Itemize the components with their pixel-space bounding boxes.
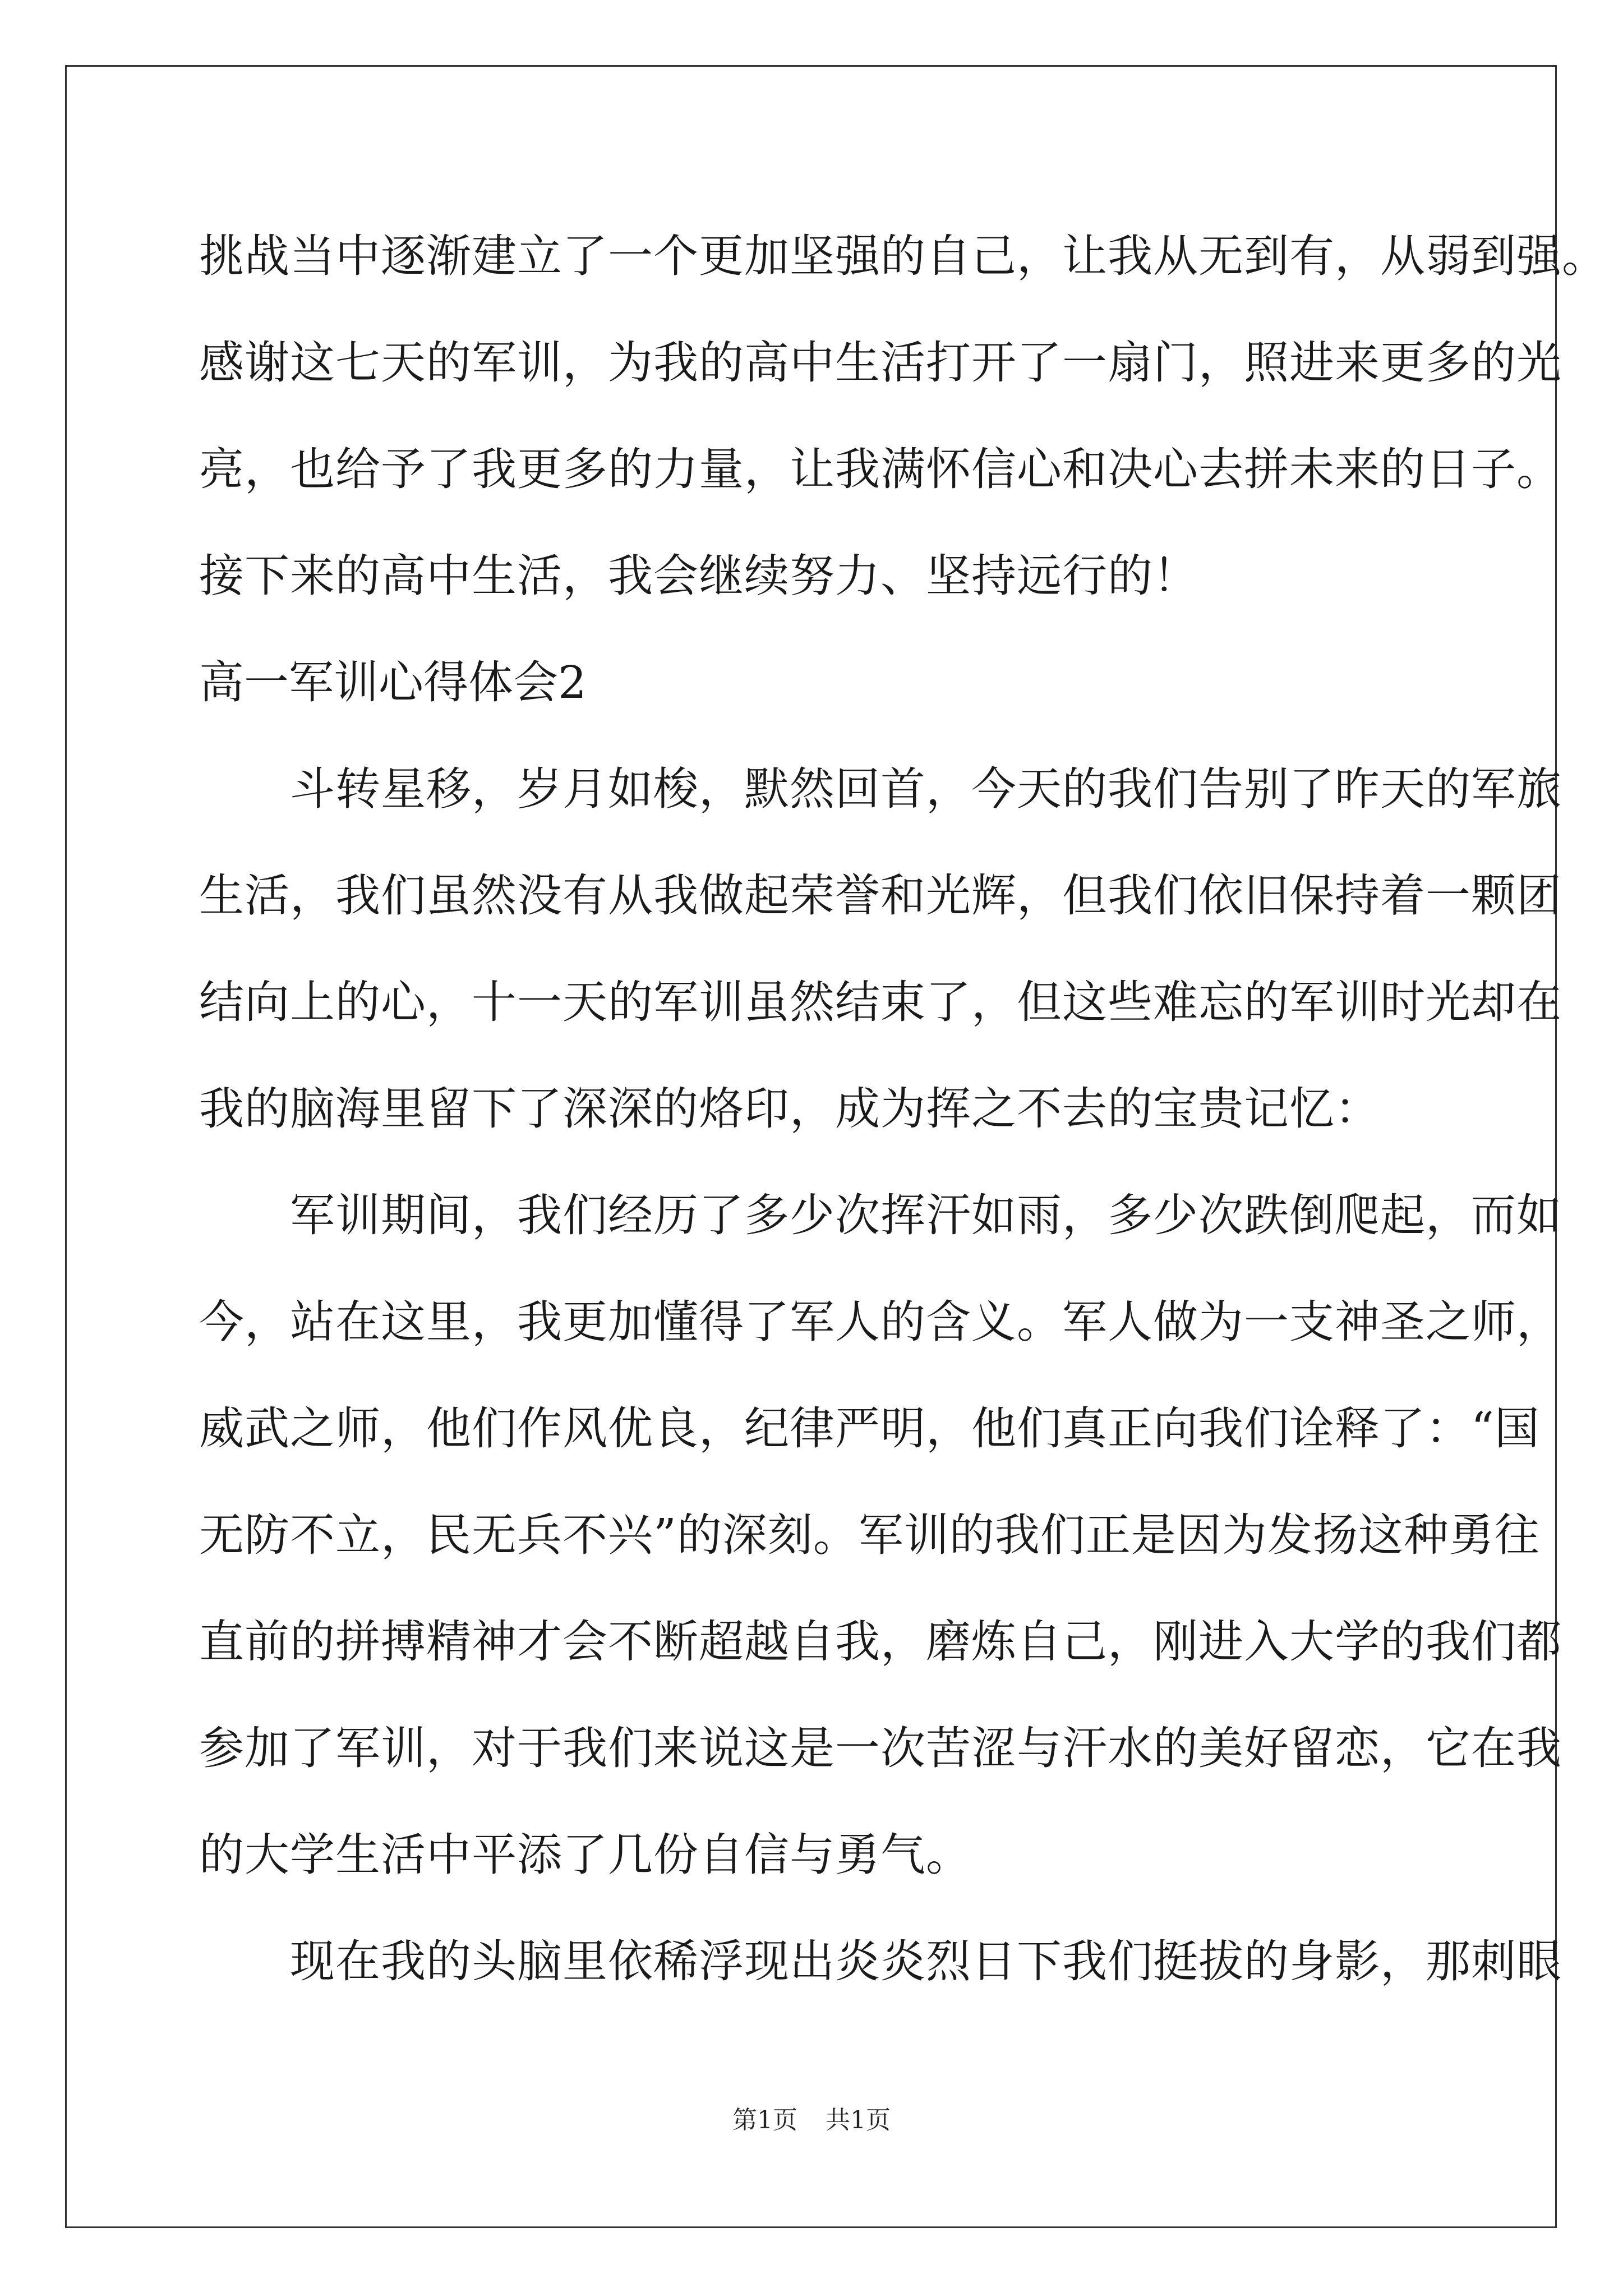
text-line: 接下来的高中生活，我会继续努力、坚持远行的！ <box>199 550 1198 602</box>
text-line: 的大学生活中平添了几份自信与勇气。 <box>199 1829 971 1881</box>
text-line: 直前的拼搏精神才会不断超越自我，磨炼自己，刚进入大学的我们都 <box>199 1616 1562 1668</box>
text-line: 结向上的心，十一天的军训虽然结束了，但这些难忘的军训时光却在 <box>199 976 1562 1028</box>
text-line: 参加了军训，对于我们来说这是一次苦涩与汗水的美好留恋，它在我 <box>199 1722 1562 1774</box>
text-line: 生活，我们虽然没有从我做起荣誉和光辉，但我们依旧保持着一颗团 <box>199 869 1562 922</box>
text-line: 亮，也给予了我更多的力量，让我满怀信心和决心去拼未来的日子。 <box>199 443 1562 495</box>
text-line: 军训期间，我们经历了多少次挥汗如雨，多少次跌倒爬起，而如 <box>199 1189 1562 1241</box>
text-line: 威武之师，他们作风优良，纪律严明，他们真正向我们诠释了：“国 <box>199 1402 1540 1455</box>
page-footer <box>0 2104 1623 2137</box>
text-line: 现在我的头脑里依稀浮现出炎炎烈日下我们挺拔的身影，那刺眼 <box>199 1935 1562 1987</box>
section-heading: 高一军训心得体会2 <box>199 656 587 708</box>
text-line: 无防不立，民无兵不兴”的深刻。军训的我们正是因为发扬这种勇往 <box>199 1509 1540 1561</box>
text-line: 今，站在这里，我更加懂得了军人的含义。军人做为一支神圣之师， <box>199 1296 1562 1348</box>
page-number: 第1页 <box>732 2106 797 2134</box>
page-total: 共1页 <box>826 2106 891 2134</box>
text-line: 挑战当中逐渐建立了一个更加坚强的自己，让我从无到有，从弱到强。 <box>199 230 1607 282</box>
text-line: 斗转星移，岁月如梭，默然回首，今天的我们告别了昨天的军旅 <box>199 763 1562 815</box>
document-body <box>199 203 1607 2015</box>
text-line: 我的脑海里留下了深深的烙印，成为挥之不去的宝贵记忆： <box>199 1083 1380 1135</box>
text-line: 感谢这七天的军训，为我的高中生活打开了一扇门，照进来更多的光 <box>199 337 1562 389</box>
